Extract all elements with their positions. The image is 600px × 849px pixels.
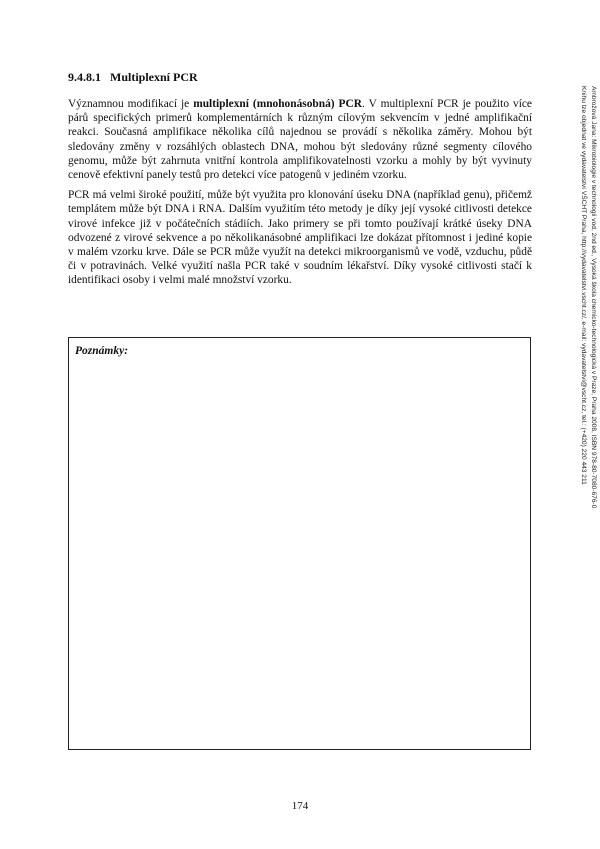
body-text	[68, 97, 532, 294]
paragraph-1-rest: . V multiplexní PCR je použito více párů specifických primerů komplementárních k různým cílovým sekvencím v jedné amplifikační reakci. Současná amplifikace několika cílů najednou se provádí s několika záměry. Mohou být sledovány změny v rozsáhlých oblastech DNA, mohou být sledovány různé segmenty cílového genomu, může být zahrnuta vnitřní kontrola amplifikovatelnosti vzorku a mohly by být vyvinuty cenově efektivní panely testů pro detekci více patogenů v jediném vzorku.	[68, 98, 532, 182]
side-citation	[579, 86, 598, 602]
paragraph-1-lead: Významnou modifikací je	[68, 98, 194, 110]
page-number: 174	[291, 800, 309, 812]
side-citation-line-2: Knihu lze objednat ve vydavatelství VŠCHT Praha, http://vydavatelstvi.vscht.cz/, e-mail: vydavatelstvi@vscht.cz, tel.: (+420) 220 443 211	[580, 86, 588, 485]
paragraph-1	[68, 97, 532, 182]
paragraph-1-bold-term: multiplexní (mnohonásobná) PCR	[193, 98, 362, 110]
section-title: Multiplexní PCR	[110, 70, 198, 84]
notes-label: Poznámky:	[75, 345, 129, 357]
section-heading	[68, 70, 198, 85]
notes-box	[68, 337, 531, 750]
paragraph-2: PCR má velmi široké použití, může být využita pro klonování úseku DNA (například genu), přičemž templátem může být DNA i RNA. Dalším využitím této metody je díky její vysoké citlivosti detekce virové infekce již v počátečních stádiích. Jako primery se při tomto používají krátké úseky DNA odvozené z virové sekvence a po několikanásobné amplifikaci lze dokázat přítomnost i jediné kopie v malém vzorku krve. Dále se PCR může využít na detekci mikroorganismů ve vodě, vzduchu, půdě či v potravinách. Velké využití našla PCR také v soudním lékařství. Díky vysoké citlivosti stačí k identifikaci osoby i velmi malé množství vzorku.	[68, 189, 532, 287]
section-number: 9.4.8.1	[68, 70, 101, 84]
side-citation-line-1: Ambrožová Jana: Mikrobiologie v technologii vod, 2nd ed., Vysoká škola chemicko-technologická v Praze, Praha 2008, ISBN 978-80-7080-676-0	[590, 86, 597, 509]
